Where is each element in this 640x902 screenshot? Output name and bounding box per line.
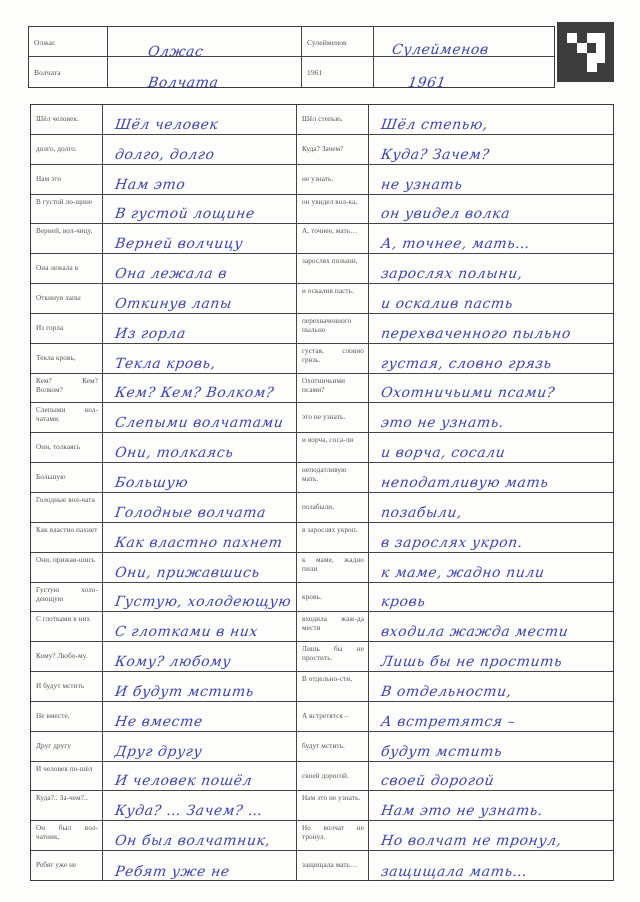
header-row-title — [29, 57, 554, 91]
handwritten-line-left[interactable]: С глотками в них — [103, 612, 297, 641]
printed-line-right: зарослях полыни, — [297, 254, 369, 283]
handwritten-line-left[interactable]: Голодные волчата — [103, 493, 297, 522]
printed-line-right: Шёл степью, — [297, 105, 369, 134]
table-row — [31, 195, 613, 225]
printed-line-left: Слепыми вол-чатами. — [31, 403, 103, 432]
printed-line-left: Верней, вол-чицу. — [31, 224, 103, 253]
handwritten-line-left[interactable]: Они, толкаясь — [103, 433, 297, 462]
handwritten-line-right[interactable]: в зарослях укроп. — [379, 534, 525, 551]
handwritten-line-right[interactable]: и ворча, сосали — [379, 445, 507, 462]
printed-title: Волчата — [29, 57, 108, 87]
printed-line-left: Они, толкаясь — [31, 433, 103, 462]
printed-line-right: Но волчат не тронул. — [297, 821, 369, 850]
printed-line-left: Как властно пахнет — [31, 523, 103, 552]
table-row — [31, 135, 613, 165]
table-row — [31, 224, 613, 254]
handwritten-line-left[interactable]: Куда? … Зачем? … — [103, 791, 297, 820]
table-row — [31, 463, 613, 493]
handwritten-line-right[interactable]: он увидел волка — [379, 206, 512, 223]
header-row-author — [29, 27, 554, 60]
printed-line-left: И человек по-шёл — [31, 762, 103, 791]
handwritten-line-right[interactable]: защищала мать… — [379, 863, 529, 880]
printed-line-right: неподатливую мать. — [297, 463, 369, 492]
table-row — [31, 642, 613, 672]
printed-line-right: Куда? Зачем? — [297, 135, 369, 164]
printed-line-left: И будут мстить — [31, 672, 103, 701]
printed-line-right: защищала мать… — [297, 851, 369, 881]
table-row — [31, 702, 613, 732]
printed-line-left: С глотками в них — [31, 612, 103, 641]
handwritten-line-left[interactable]: Густую, холодеющую — [103, 583, 297, 612]
printed-line-right: В отдельно-сти, — [297, 672, 369, 701]
handwritten-line-right[interactable]: неподатливую мать — [379, 474, 550, 491]
table-row — [31, 165, 613, 195]
printed-line-left: Шёл человек. — [31, 105, 103, 134]
handwritten-line-left[interactable]: Как властно пахнет — [103, 523, 297, 552]
handwritten-line-right[interactable]: будут мстить — [379, 743, 504, 760]
handwritten-line-right[interactable]: перехваченного пыльно — [379, 325, 573, 342]
handwritten-line-left[interactable]: Нам это — [103, 165, 297, 194]
printed-line-right: в зарослях укроп. — [297, 523, 369, 552]
printed-line-right: кровь. — [297, 583, 369, 612]
printed-line-left: В густой ло-щине — [31, 195, 103, 224]
handwritten-last-name[interactable]: Сулейменов — [390, 42, 490, 58]
handwritten-line-left[interactable]: Откинув лапы — [103, 284, 297, 313]
printed-line-left: Куда?.. За-чем?.. — [31, 791, 103, 820]
printed-line-left: Друг другу — [31, 732, 103, 761]
handwritten-line-right[interactable]: зарослях полыни, — [379, 266, 524, 283]
printed-line-right: позабыли, — [297, 493, 369, 522]
printed-line-right: не узнать. — [297, 165, 369, 194]
table-row — [31, 344, 613, 374]
table-row — [31, 672, 613, 702]
printed-line-right: своей дорогой. — [297, 762, 369, 791]
table-row — [31, 821, 613, 851]
table-row — [31, 583, 613, 613]
table-row — [31, 105, 613, 135]
fiducial-marker-icon — [557, 22, 614, 82]
table-row — [31, 612, 613, 642]
printed-line-left: долго, долго. — [31, 135, 103, 164]
handwritten-line-left[interactable]: И человек пошёл — [103, 762, 297, 791]
handwritten-line-right[interactable]: Лишь бы не простить — [379, 654, 564, 671]
printed-line-left: Текла кровь, — [31, 344, 103, 373]
printed-line-left: Из горла — [31, 314, 103, 343]
printed-line-right: густая, словно грязь. — [297, 344, 369, 373]
table-row — [31, 374, 613, 404]
header-table — [28, 26, 555, 91]
printed-line-left: Он был вол-чатник, — [31, 821, 103, 850]
printed-year: 1961 — [302, 57, 374, 87]
handwritten-first-name[interactable]: Олжас — [108, 27, 302, 56]
handwritten-line-left[interactable]: Слепыми волчатами — [103, 403, 297, 432]
handwritten-line-right[interactable]: входила жажда мести — [379, 624, 570, 641]
handwritten-line-right[interactable]: А встретятся – — [379, 713, 517, 730]
table-row — [31, 254, 613, 284]
handwritten-line-left[interactable]: Шёл человек — [103, 105, 297, 134]
handwritten-line-right[interactable]: не узнать — [379, 176, 464, 193]
handwritten-line-right[interactable]: В отдельности, — [379, 683, 513, 700]
printed-line-left: Ребят уже не — [31, 851, 103, 881]
printed-line-left: Они, прижав-шись — [31, 553, 103, 582]
printed-line-left: Кем? Кем? Волком? — [31, 374, 103, 403]
table-row — [31, 553, 613, 583]
printed-line-right: А, точнее, мать… — [297, 224, 369, 253]
printed-line-right: он увидел вол-ка, — [297, 195, 369, 224]
table-row — [31, 791, 613, 821]
handwritten-line-right[interactable]: позабыли, — [379, 504, 464, 521]
handwritten-line-left[interactable]: Он был волчатник, — [103, 821, 297, 850]
printed-line-right: это не узнать. — [297, 403, 369, 432]
handwritten-line-right[interactable]: Шёл степью, — [379, 116, 490, 133]
printed-line-left: Не вместе, — [31, 702, 103, 731]
handwritten-line-left[interactable]: Она лежала в — [103, 254, 297, 283]
printed-line-left: Нам это — [31, 165, 103, 194]
printed-line-right: перехваченного пыльно — [297, 314, 369, 343]
handwritten-line-left[interactable]: Верней волчицу — [103, 224, 297, 253]
handwritten-line-left[interactable]: Друг другу — [103, 732, 297, 761]
printed-last-name: Сулейменов — [302, 27, 374, 56]
table-row — [31, 762, 613, 792]
handwritten-line-right[interactable]: к маме, жадно пили — [379, 564, 546, 581]
printed-first-name: Олжас — [29, 27, 108, 56]
handwritten-line-right[interactable]: своей дорогой — [379, 773, 496, 790]
printed-line-left: Густую холо-деющую — [31, 583, 103, 612]
table-row — [31, 851, 613, 881]
handwritten-line-left[interactable]: Они, прижавшись — [103, 553, 297, 582]
printed-line-right: и ворча, соса-ли — [297, 433, 369, 462]
handwritten-line-left[interactable]: В густой лощине — [103, 195, 297, 224]
table-row — [31, 493, 613, 523]
table-row — [31, 284, 613, 314]
handwritten-title[interactable]: Волчата — [108, 57, 302, 87]
table-row — [31, 403, 613, 433]
printed-line-left: Голодные вол-чата — [31, 493, 103, 522]
printed-line-right: будут мстить. — [297, 732, 369, 761]
handwritten-line-right[interactable]: Нам это не узнать. — [379, 803, 545, 820]
printed-line-right: к маме, жадно пили — [297, 553, 369, 582]
handwritten-line-left[interactable]: Не вместе — [103, 702, 297, 731]
handwritten-line-right[interactable]: это не узнать. — [379, 415, 506, 432]
printed-line-right: Охотничьими псами? — [297, 374, 369, 403]
transcription-table — [30, 104, 614, 881]
printed-line-left: Кому? Любо-му. — [31, 642, 103, 671]
table-row — [31, 523, 613, 553]
table-row — [31, 314, 613, 344]
printed-line-left: Большую — [31, 463, 103, 492]
handwritten-line-right[interactable]: и оскалив пасть — [379, 295, 515, 312]
printed-line-right: Лишь бы не простить. — [297, 642, 369, 671]
printed-line-left: Откинув лапы — [31, 284, 103, 313]
handwritten-line-left[interactable]: Ребят уже не — [103, 851, 297, 881]
handwritten-year[interactable]: 1961 — [406, 75, 448, 91]
printed-line-right: входила жаж-да мести — [297, 612, 369, 641]
handwritten-line-left[interactable]: Кем? Кем? Волком? — [103, 374, 297, 403]
handwritten-line-right[interactable]: кровь — [379, 594, 427, 611]
printed-line-right: А встретятся – — [297, 702, 369, 731]
handwritten-line-left[interactable]: Кому? любому — [103, 642, 297, 671]
handwritten-line-right[interactable]: А, точнее, мать… — [379, 236, 532, 253]
handwritten-line-left[interactable]: Большую — [103, 463, 297, 492]
handwritten-line-left[interactable]: Текла кровь, — [103, 344, 297, 373]
handwritten-line-left[interactable]: Из горла — [103, 314, 297, 343]
printed-line-right: Нам это не узнать. — [297, 791, 369, 820]
printed-line-right: и оскалив пасть. — [297, 284, 369, 313]
handwritten-line-right[interactable]: густая, словно грязь — [379, 355, 553, 372]
handwritten-line-left[interactable]: И будут мстить — [103, 672, 297, 701]
printed-line-left: Она лежала в — [31, 254, 103, 283]
handwritten-line-right[interactable]: Но волчат не тронул, — [379, 833, 563, 850]
handwritten-line-right[interactable]: Охотничьими псами? — [379, 385, 556, 402]
handwritten-line-right[interactable]: Куда? Зачем? — [379, 146, 491, 163]
table-row — [31, 433, 613, 463]
table-row — [31, 732, 613, 762]
handwritten-line-left[interactable]: долго, долго — [103, 135, 297, 164]
